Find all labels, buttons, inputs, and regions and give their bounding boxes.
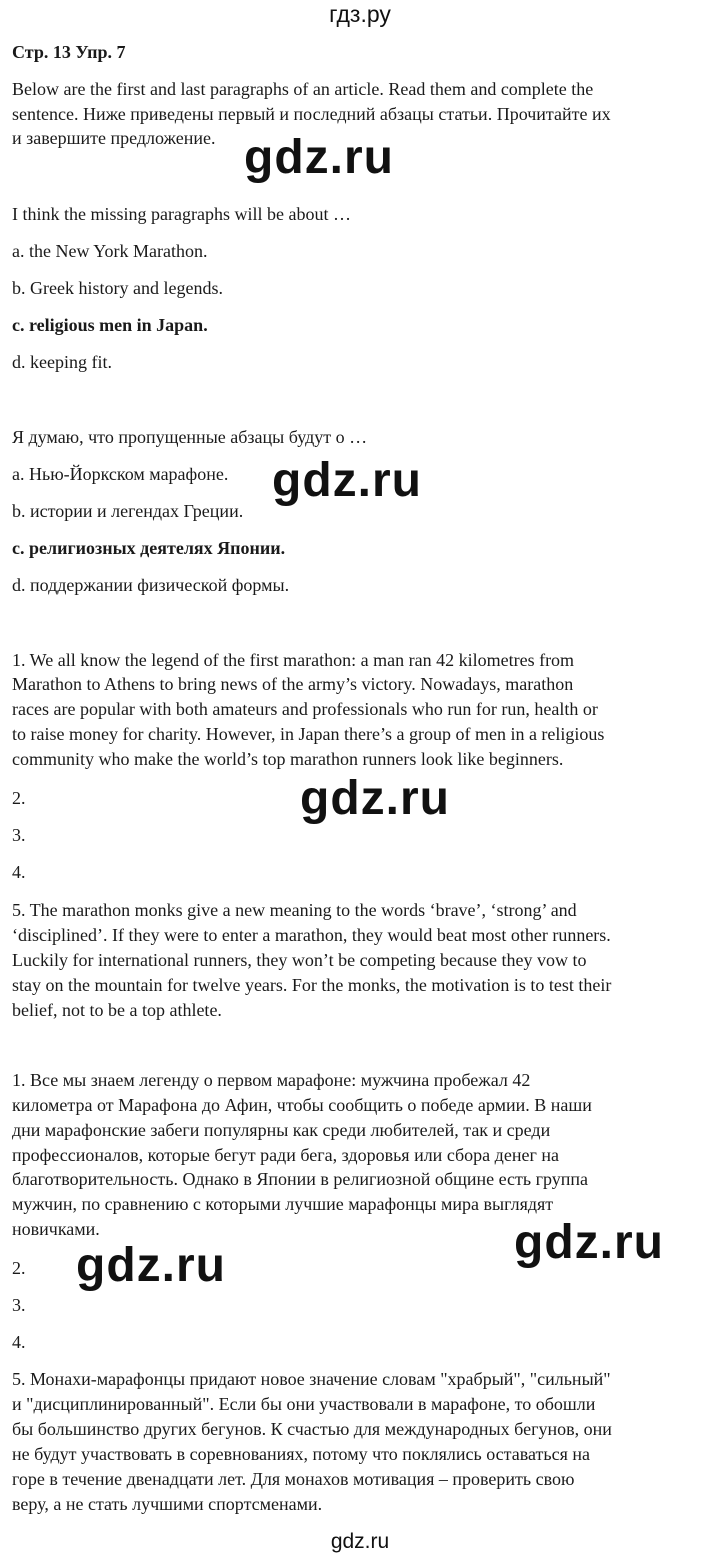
ru-para1-line: дни марафонские забеги популярны как среди любителей, так и среди	[12, 1120, 551, 1140]
site-header: гдз.ру	[329, 1, 391, 27]
en-option-b: b. Greek history and legends.	[12, 278, 223, 298]
en-question: I think the missing paragraphs will be about …	[12, 204, 351, 224]
en-option-a: a. the New York Marathon.	[12, 241, 208, 261]
ru-option-a: a. Нью-Йоркском марафоне.	[12, 464, 229, 484]
en-para1-line: 1. We all know the legend of the first marathon: a man ran 42 kilometres from	[12, 650, 575, 670]
ru-para5-line: горе в течение двенадцати лет. Для монахов мотивация – проверить свою	[12, 1469, 575, 1489]
en-option-c: c. religious men in Japan.	[12, 315, 208, 335]
en-para5-line: stay on the mountain for twelve years. For the monks, the motivation is to test their	[12, 975, 612, 995]
ru-para4-number: 4.	[12, 1332, 26, 1352]
en-para1-line: community who make the world’s top marathon runners look like beginners.	[12, 749, 564, 769]
en-para5-line: belief, not to be a top athlete.	[12, 1000, 222, 1020]
en-para4-number: 4.	[12, 862, 26, 882]
ru-para1-line: километра от Марафона до Афин, чтобы сообщить о победе армии. В наши	[12, 1095, 592, 1115]
en-para1-line: Marathon to Athens to bring news of the army’s victory. Nowadays, marathon	[12, 674, 574, 694]
en-para5-line: Luckily for international runners, they won’t be competing because they vow to	[12, 950, 587, 970]
watermark: gdz.ru	[300, 772, 450, 825]
watermark: gdz.ru	[272, 454, 422, 507]
en-para2-number: 2.	[12, 788, 26, 808]
ru-para5-line: и "дисциплинированный". Если бы они участвовали в марафоне, то обошли	[12, 1394, 596, 1414]
ru-para1-line: 1. Все мы знаем легенду о первом марафоне: мужчина пробежал 42	[12, 1070, 531, 1090]
watermark: gdz.ru	[244, 131, 394, 184]
ru-option-c: c. религиозных деятелях Японии.	[12, 538, 286, 558]
ru-para2-number: 2.	[12, 1258, 26, 1278]
ru-para1-line: профессионалов, которые бегут ради бега, здоровья или сбора денег на	[12, 1145, 559, 1165]
ru-para5-line: бы большинство других бегунов. К счастью для международных бегунов, они	[12, 1419, 612, 1439]
en-para5-line: 5. The marathon monks give a new meaning to the words ‘brave’, ‘strong’ and	[12, 900, 577, 920]
ru-para5-line: не будут участвовать в соревнованиях, потому что поклялись оставаться на	[12, 1444, 590, 1464]
ru-para1-line: новичками.	[12, 1219, 100, 1239]
ru-option-b: b. истории и легендах Греции.	[12, 501, 244, 521]
intro-line: sentence. Ниже приведены первый и последний абзацы статьи. Прочитайте их	[12, 104, 611, 124]
watermark: gdz.ru	[76, 1239, 226, 1292]
ru-question: Я думаю, что пропущенные абзацы будут о …	[12, 427, 368, 447]
en-para1-line: to raise money for charity. However, in Japan there’s a group of men in a religious	[12, 724, 605, 744]
intro-line: и завершите предложение.	[12, 128, 216, 148]
en-para3-number: 3.	[12, 825, 26, 845]
intro-line: Below are the first and last paragraphs of an article. Read them and complete the	[12, 79, 594, 99]
watermark: gdz.ru	[514, 1216, 664, 1269]
ru-para5-line: 5. Монахи-марафонцы придают новое значение словам "храбрый", "сильный"	[12, 1369, 611, 1389]
en-option-d: d. keeping fit.	[12, 352, 112, 372]
ru-option-d: d. поддержании физической формы.	[12, 575, 290, 595]
ru-para1-line: благотворительность. Однако в Японии в религиозной общине есть группа	[12, 1169, 589, 1189]
page-title: Стр. 13 Упр. 7	[12, 42, 126, 62]
en-para5-line: ‘disciplined’. If they were to enter a marathon, they would beat most other runners.	[12, 925, 611, 945]
ru-para3-number: 3.	[12, 1295, 26, 1315]
site-footer: gdz.ru	[330, 1530, 390, 1553]
ru-para5-line: веру, а не стать лучшими спортсменами.	[12, 1494, 323, 1514]
ru-para1-line: мужчин, по сравнению с которыми лучшие марафонцы мира выглядят	[12, 1194, 554, 1214]
en-para1-line: races are popular with both amateurs and professionals who run for run, health or	[12, 699, 598, 719]
